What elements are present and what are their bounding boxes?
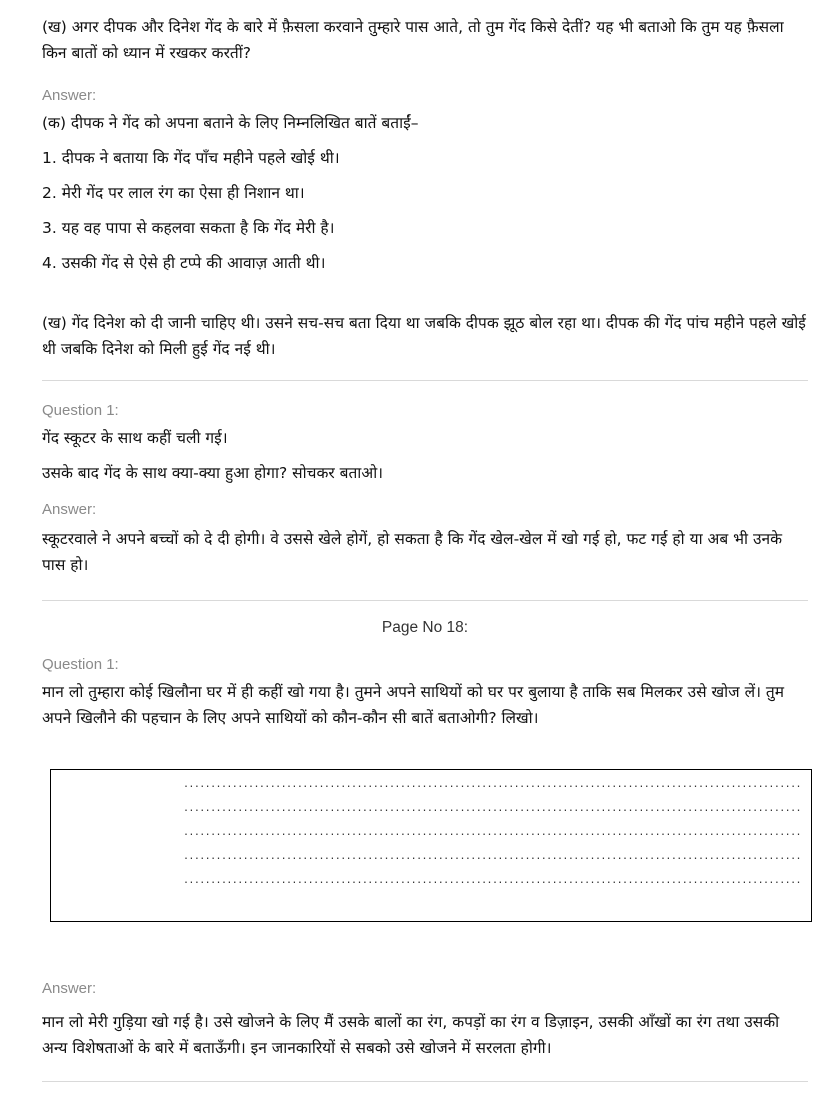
- answer-text: मान लो मेरी गुड़िया खो गई है। उसे खोजने के लिए मैं उसके बालों का रंग, कपड़ों का रंग व डिज़ाइन, उसकी आँखों का रंग तथा उसकी अन्य विशेषताओं के बारे में बताऊँगी। इन जानकारियों से सबको उसे खोजने में सरलता होगी।: [42, 1013, 780, 1057]
- question-label: Question 1:: [42, 656, 119, 673]
- answer-kh-text: (ख) गेंद दिनेश को दी जानी चाहिए थी। उसने सच-सच बता दिया था जबकि दीपक झूठ बोल रहा था। दीपक की गेंद पांच महीने पहले खोई थी जबकि दिनेश को मिली हुई गेंद नई थी।: [42, 314, 806, 358]
- answer-point-1: 1. दीपक ने बताया कि गेंद पाँच महीने पहले खोई थी।: [42, 149, 340, 167]
- answer-text: स्कूटरवाले ने अपने बच्चों को दे दी होगी। वे उससे खेले होगें, हो सकता है कि गेंद खेल-खेल में खो गई हो, फट गई हो या अब भी उनके पास हो।: [42, 530, 782, 574]
- answer-label: Answer:: [42, 501, 97, 518]
- answer-intro: (क) दीपक ने गेंद को अपना बताने के लिए निम्नलिखित बातें बताईं–: [42, 114, 419, 132]
- answer-label: Answer:: [42, 87, 97, 104]
- writing-line-1: ..................................................................................................................: [183, 779, 801, 790]
- writing-line-3: ..................................................................................................................: [183, 827, 801, 838]
- answer-point-3: 3. यह वह पापा से कहलवा सकता है कि गेंद मेरी है।: [42, 219, 335, 237]
- page-number-heading: Page No 18:: [381, 619, 469, 636]
- writing-line-5: ..................................................................................................................: [183, 875, 801, 886]
- question-text: मान लो तुम्हारा कोई खिलौना घर में ही कहीं खो गया है। तुमने अपने साथियों को घर पर बुलाया है ताकि सब मिलकर उसे खोज लें। तुम अपने खिलौने की पहचान के लिए अपने साथियों को कौन-कौन सी बातें बताओगी? लिखो।: [42, 683, 785, 727]
- answer-point-2: 2. मेरी गेंद पर लाल रंग का ऐसा ही निशान था।: [42, 184, 305, 202]
- question-label: Question 1:: [42, 402, 119, 419]
- final-answer-block: [42, 979, 808, 1082]
- writing-line-2: ..................................................................................................................: [183, 803, 801, 814]
- document-page: [42, 14, 808, 731]
- question-line-2: उसके बाद गेंद के साथ क्या-क्या हुआ होगा? सोचकर बताओ।: [42, 464, 384, 482]
- answer-label: Answer:: [42, 980, 97, 997]
- question-line-1: गेंद स्कूटर के साथ कहीं चली गई।: [42, 429, 228, 447]
- section-divider: [42, 1081, 808, 1082]
- question-kh-text: (ख) अगर दीपक और दिनेश गेंद के बारे में फ़ैसला करवाने तुम्हारे पास आते, तो तुम गेंद किसे देतीं? यह भी बताओ कि तुम यह फ़ैसला किन बातों को ध्यान में रखकर करतीं?: [42, 18, 784, 62]
- writing-line-4: ..................................................................................................................: [183, 851, 801, 862]
- writing-box: [50, 769, 812, 922]
- answer-point-4: 4. उसकी गेंद से ऐसे ही टप्पे की आवाज़ आती थी।: [42, 254, 326, 272]
